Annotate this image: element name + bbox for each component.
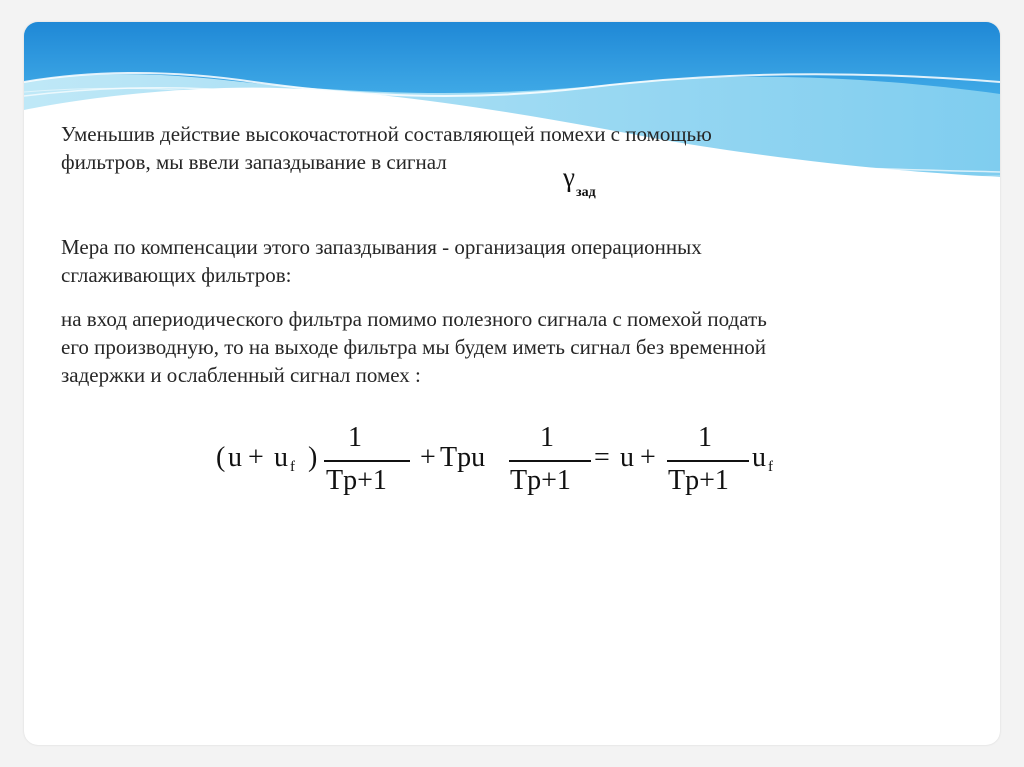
paragraph-1-line-1: Уменьшив действие высокочастотной составляющей помехи с помощью (61, 122, 712, 146)
formula-uf2-sub: f (768, 459, 773, 475)
formula-uf2-base: u (752, 442, 766, 473)
paragraph-filter-input (61, 305, 941, 389)
paragraph-3-line-2: его производную, то на выходе фильтра мы будем иметь сигнал без временной (61, 335, 766, 359)
paragraph-3-line-1: на вход апериодического фильтра помимо полезного сигнала с помехой подать (61, 307, 767, 331)
fraction-bar-3 (667, 460, 749, 462)
formula-close-paren: ) (308, 442, 318, 473)
gamma-delay-symbol (563, 162, 596, 198)
fraction-bar-1 (324, 460, 410, 462)
formula-uf-base: u (274, 442, 288, 473)
formula-uf (274, 442, 295, 474)
paragraph-2-line-2: сглаживающих фильтров: (61, 263, 292, 287)
formula-tpu: Tpu (440, 442, 486, 473)
formula-plus-1: + (248, 442, 264, 473)
fraction-bar-2 (509, 460, 591, 462)
paragraph-2-line-1: Мера по компенсации этого запаздывания - организация операционных (61, 235, 702, 259)
paragraph-1-line-2: фильтров, мы ввели запаздывание в сигнал (61, 150, 447, 174)
formula-u-rhs: u (620, 442, 634, 473)
paragraph-compensation (61, 233, 941, 289)
formula-denominator-3: Tp+1 (668, 465, 729, 496)
paragraph-delay-intro (61, 120, 941, 176)
slide (24, 22, 1000, 745)
formula-u: u (228, 442, 242, 473)
formula-numerator-2: 1 (540, 422, 554, 453)
formula-equals: = (594, 442, 610, 473)
gamma-subscript: зад (575, 185, 596, 200)
formula-plus-3: + (640, 442, 656, 473)
formula-plus-2: + (420, 442, 436, 473)
paragraph-3-line-3: задержки и ослабленный сигнал помех : (61, 363, 421, 387)
formula-numerator-3: 1 (698, 422, 712, 453)
formula-uf-rhs (752, 442, 773, 474)
gamma-symbol: γ (563, 162, 575, 192)
formula-open-paren: ( (216, 442, 226, 473)
formula-uf-sub: f (290, 459, 295, 475)
formula-denominator-1: Tp+1 (326, 465, 387, 496)
formula-numerator-1: 1 (348, 422, 362, 453)
formula-denominator-2: Tp+1 (510, 465, 571, 496)
